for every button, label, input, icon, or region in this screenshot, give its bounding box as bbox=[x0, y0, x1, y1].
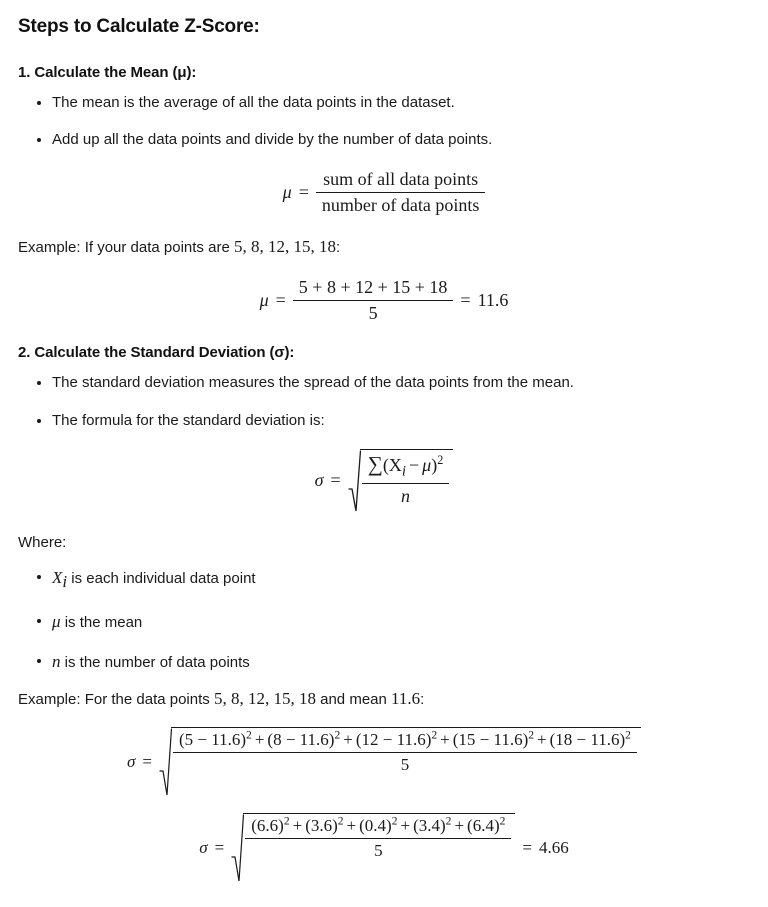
square-root bbox=[159, 727, 641, 797]
where-text: is each individual data point bbox=[71, 570, 256, 588]
plus-sign: + bbox=[254, 729, 265, 749]
term: (18 − 11.6) bbox=[549, 729, 626, 749]
bullet-list-stddev bbox=[18, 373, 750, 431]
formula-sigma-fraction bbox=[362, 452, 450, 508]
bullet-list-mean bbox=[18, 93, 750, 151]
plus-sign: + bbox=[440, 729, 450, 749]
example-suffix: : bbox=[335, 238, 341, 256]
formula-equals: = bbox=[275, 290, 286, 311]
list-item-text: Add up all the data points and divide by the number of data points. bbox=[52, 131, 493, 149]
radicand bbox=[171, 727, 641, 797]
formula-result: 11.6 bbox=[477, 290, 509, 311]
summation-symbol: ∑ bbox=[367, 451, 383, 476]
formula-result-equals: = bbox=[522, 837, 532, 857]
list-item bbox=[18, 611, 750, 634]
term: (3.4) bbox=[413, 815, 446, 835]
exponent: 2 bbox=[445, 814, 452, 828]
radicand bbox=[243, 813, 515, 883]
mu-symbol: μ bbox=[422, 454, 432, 475]
term: (6.6) bbox=[251, 815, 284, 835]
square-root bbox=[231, 813, 515, 883]
formula-fraction bbox=[173, 730, 637, 775]
formula-fraction bbox=[293, 277, 454, 324]
formula-sigma-example-2 bbox=[18, 813, 750, 883]
exponent: 2 bbox=[625, 728, 631, 742]
where-text: is the mean bbox=[64, 614, 143, 632]
where-symbol: X bbox=[52, 568, 63, 588]
term: (5 − 11.6) bbox=[179, 729, 247, 749]
exponent: 2 bbox=[283, 814, 290, 828]
example-label: Example: For the data points bbox=[18, 690, 210, 708]
where-subscript: i bbox=[62, 572, 68, 592]
example-label: Example: If your data points are bbox=[18, 238, 230, 256]
list-item-text: The formula for the standard deviation is: bbox=[52, 411, 325, 429]
formula-mean-example bbox=[18, 277, 750, 324]
page-title: Steps to Calculate Z-Score: bbox=[18, 16, 260, 37]
formula-sigma-lhs: σ bbox=[314, 470, 324, 491]
exponent: 2 bbox=[499, 814, 506, 828]
formula-mean bbox=[18, 169, 750, 216]
fraction-denominator: 5 bbox=[293, 300, 454, 324]
where-symbol: n bbox=[52, 652, 61, 671]
formula-lhs: σ bbox=[127, 751, 136, 771]
plus-sign: + bbox=[292, 815, 303, 835]
fraction-numerator: sum of all data points bbox=[323, 168, 479, 189]
example-middle: and mean bbox=[320, 690, 387, 708]
where-label: Where: bbox=[18, 533, 67, 551]
example-suffix: : bbox=[420, 690, 425, 708]
fraction-numerator: 5 + 8 + 12 + 15 + 18 bbox=[298, 276, 448, 297]
list-item bbox=[18, 93, 750, 113]
example-line-mean bbox=[18, 236, 750, 259]
fraction-denominator: n bbox=[362, 483, 450, 507]
paren-close: ) bbox=[431, 454, 438, 475]
formula-mean-equals: = bbox=[298, 181, 309, 202]
formula-result-equals: = bbox=[460, 290, 471, 311]
where-symbol: μ bbox=[52, 612, 61, 632]
formula-standard-deviation bbox=[18, 449, 750, 513]
fraction-numerator bbox=[173, 730, 637, 752]
exponent: 2 bbox=[391, 814, 398, 828]
exponent: 2 bbox=[334, 728, 341, 742]
term: (6.4) bbox=[467, 815, 500, 835]
list-item-text: The mean is the average of all the data points in the dataset. bbox=[52, 94, 455, 111]
term: (12 − 11.6) bbox=[355, 729, 432, 749]
subscript-i: i bbox=[401, 463, 407, 480]
list-item bbox=[18, 567, 750, 594]
exponent: 2 bbox=[431, 728, 438, 742]
term: (15 − 11.6) bbox=[452, 729, 529, 749]
square-root bbox=[348, 449, 454, 513]
radicand bbox=[360, 449, 454, 513]
formula-mean-fraction bbox=[316, 169, 485, 216]
paren-open: (X bbox=[382, 454, 402, 475]
exponent: 2 bbox=[337, 814, 344, 828]
exponent: 2 bbox=[437, 452, 444, 467]
list-item bbox=[18, 651, 750, 674]
formula-lhs: σ bbox=[199, 837, 208, 857]
formula-lhs: μ bbox=[259, 290, 269, 311]
list-item bbox=[18, 411, 750, 431]
fraction-numerator bbox=[362, 452, 450, 483]
example-mean: 11.6 bbox=[391, 688, 421, 708]
example-values: 5, 8, 12, 15, 18 bbox=[213, 688, 316, 708]
formula-fraction bbox=[245, 816, 511, 861]
fraction-denominator: number of data points bbox=[316, 192, 485, 216]
where-text: is the number of data points bbox=[64, 654, 250, 671]
fraction-denominator: 5 bbox=[245, 838, 511, 861]
example-line-stddev bbox=[18, 688, 750, 711]
minus-sign: − bbox=[409, 454, 420, 475]
plus-sign: + bbox=[454, 815, 465, 835]
fraction-numerator bbox=[245, 816, 511, 838]
term: (0.4) bbox=[359, 815, 392, 835]
formula-result: 4.66 bbox=[539, 837, 569, 857]
plus-sign: + bbox=[346, 815, 357, 835]
formula-sigma-example-1 bbox=[18, 727, 750, 797]
exponent: 2 bbox=[246, 728, 252, 742]
where-list bbox=[18, 567, 750, 674]
term: (8 − 11.6) bbox=[267, 729, 335, 749]
formula-equals: = bbox=[142, 751, 153, 771]
plus-sign: + bbox=[400, 815, 411, 835]
formula-sigma-equals: = bbox=[330, 470, 341, 491]
formula-equals: = bbox=[214, 837, 225, 857]
fraction-denominator: 5 bbox=[173, 752, 637, 775]
list-item-text: The standard deviation measures the spread of the data points from the mean. bbox=[52, 374, 574, 392]
section-heading-mean: 1. Calculate the Mean (μ): bbox=[18, 64, 197, 81]
example-values: 5, 8, 12, 15, 18 bbox=[233, 236, 336, 256]
formula-mean-lhs: μ bbox=[282, 181, 292, 202]
plus-sign: + bbox=[537, 729, 547, 749]
section-heading-stddev: 2. Calculate the Standard Deviation (σ): bbox=[18, 344, 295, 362]
plus-sign: + bbox=[343, 729, 353, 749]
list-item bbox=[18, 373, 750, 393]
list-item bbox=[18, 130, 750, 150]
term: (3.6) bbox=[305, 815, 338, 835]
exponent: 2 bbox=[528, 728, 535, 742]
